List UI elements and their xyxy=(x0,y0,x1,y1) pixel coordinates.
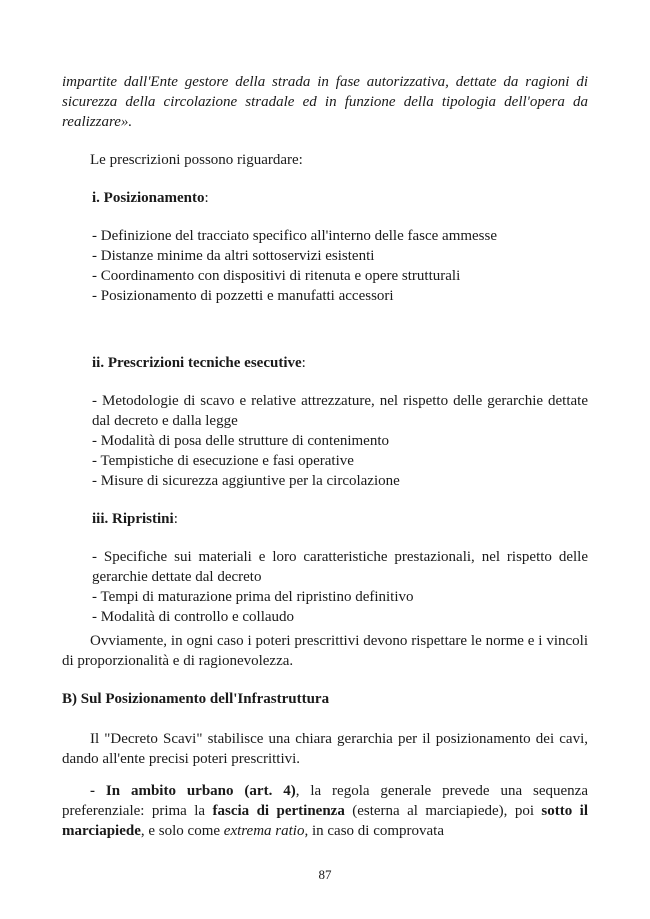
urbano-text-2: (esterna al marciapiede), poi xyxy=(344,803,542,819)
urbano-bold-1: fascia di pertinenza xyxy=(212,803,345,819)
list-item: - Tempistiche di esecuzione e fasi operative xyxy=(92,453,354,469)
urbano-text-1: , la regola generale prevede una sequenza preferenziale: prima la xyxy=(62,783,588,819)
urbano-bold-2: sotto il marciapiede xyxy=(62,803,588,839)
closing-paragraph: Ovviamente, in ogni caso i poteri prescrittivi devono rispettare le norme e i vincoli di proporzionalità e di ragionevolezza. xyxy=(62,633,588,669)
section-iii-list xyxy=(92,547,588,627)
section-iii-heading xyxy=(92,509,588,529)
section-i-title: i. Posizionamento xyxy=(92,190,205,206)
intro-paragraph: Le prescrizioni possono riguardare: xyxy=(90,152,303,168)
list-item: - Modalità di controllo e collaudo xyxy=(92,609,295,625)
decreto-paragraph: Il "Decreto Scavi" stabilisce una chiara gerarchia per il posizionamento dei cavi, dando all'ente precisi poteri prescrittivi. xyxy=(62,731,588,767)
section-i-list xyxy=(92,226,588,306)
section-b-heading: B) Sul Posizionamento dell'Infrastruttura xyxy=(62,691,330,707)
urbano-lead: - In ambito urbano (art. 4) xyxy=(90,783,296,799)
urbano-emphasis: extrema ratio xyxy=(223,823,305,839)
urbano-text-4: , in caso di comprovata xyxy=(304,823,445,839)
list-item: - Specifiche sui materiali e loro caratteristiche prestazionali, nel rispetto delle gerarchie dettate dal decreto xyxy=(92,549,588,585)
document-page xyxy=(62,72,588,841)
section-iii-title: iii. Ripristini xyxy=(92,511,174,527)
list-item: - Coordinamento con dispositivi di ritenuta e opere strutturali xyxy=(92,268,461,284)
list-item: - Tempi di maturazione prima del ripristino definitivo xyxy=(92,589,414,605)
section-i-heading xyxy=(92,188,588,208)
list-item: - Definizione del tracciato specifico all'interno delle fasce ammesse xyxy=(92,228,498,244)
section-ii-heading xyxy=(92,353,588,373)
section-ii-title: ii. Prescrizioni tecniche esecutive xyxy=(92,355,302,371)
section-ii-list xyxy=(92,391,588,491)
section-iii-colon: : xyxy=(173,511,178,527)
list-item: - Modalità di posa delle strutture di contenimento xyxy=(92,433,390,449)
page-number: 87 xyxy=(318,867,332,882)
urbano-text-3: , e solo come xyxy=(140,823,224,839)
urbano-paragraph xyxy=(62,781,588,841)
list-item: - Misure di sicurezza aggiuntive per la circolazione xyxy=(92,473,400,489)
quote-paragraph: impartite dall'Ente gestore della strada in fase autorizzativa, dettate da ragioni di sicurezza della circolazione stradale ed in funzione della tipologia dell'opera da realizzare». xyxy=(62,74,588,130)
section-i-colon: : xyxy=(204,190,209,206)
list-item: - Metodologie di scavo e relative attrezzature, nel rispetto delle gerarchie dettate dal decreto e dalla legge xyxy=(92,393,588,429)
list-item: - Distanze minime da altri sottoservizi esistenti xyxy=(92,248,375,264)
section-ii-colon: : xyxy=(301,355,306,371)
list-item: - Posizionamento di pozzetti e manufatti accessori xyxy=(92,288,394,304)
